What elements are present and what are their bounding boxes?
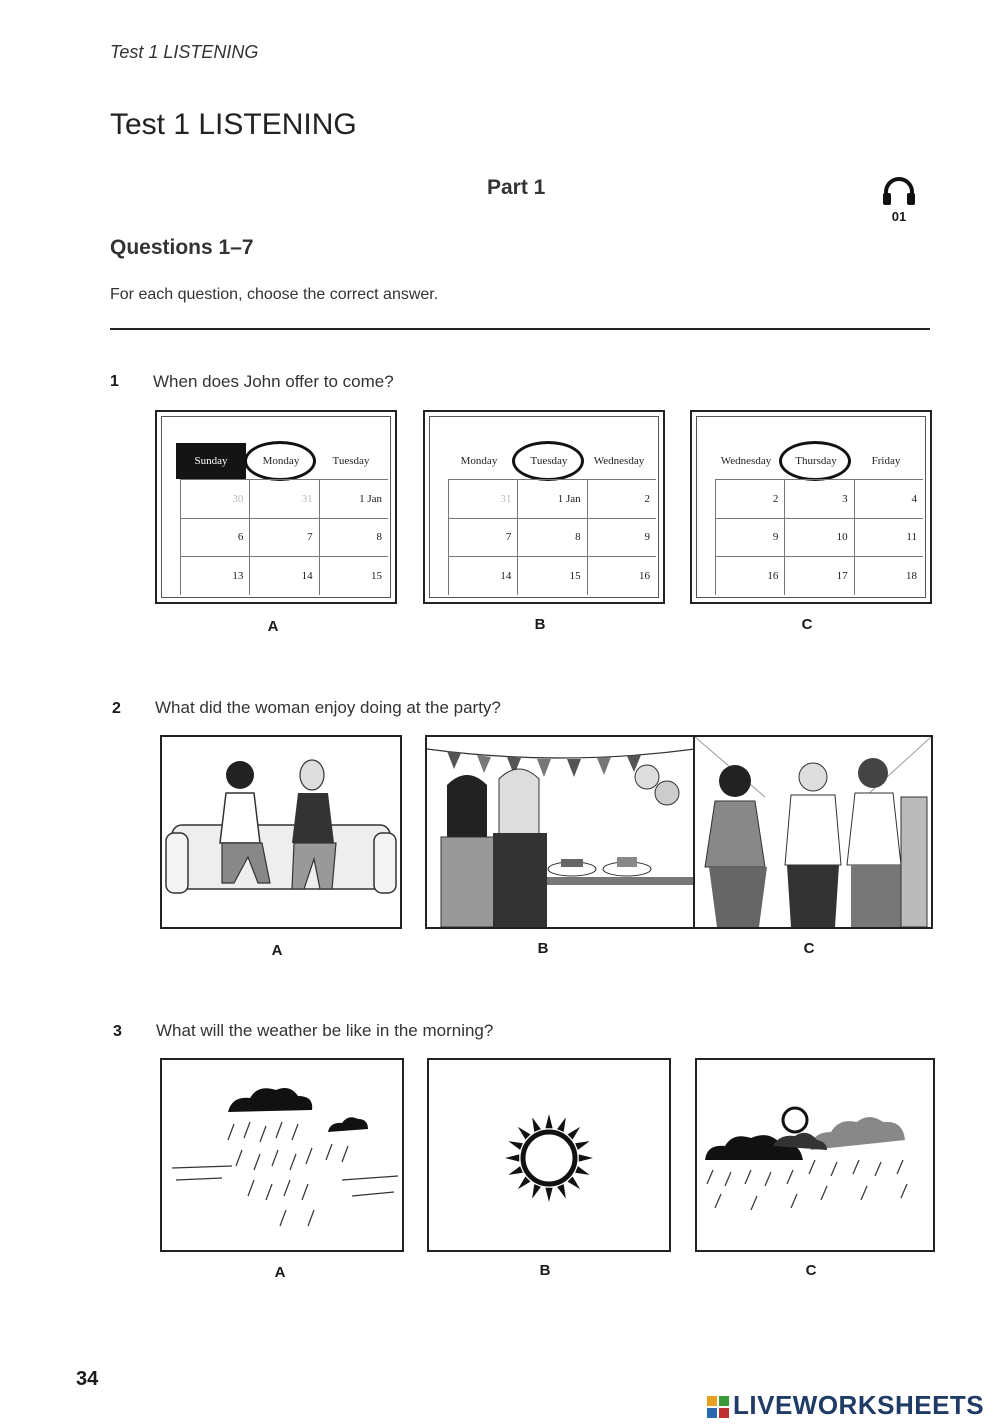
calendar-date-cell: 14 — [249, 556, 318, 595]
sun-ray — [568, 1127, 581, 1140]
calendar-day-header: Tuesday — [530, 455, 568, 467]
question-2-number: 2 — [112, 700, 121, 717]
calendar-day-header: Friday — [871, 455, 901, 467]
calendar-date-cell: 11 — [854, 518, 923, 557]
calendar-date-cell: 1 Jan — [517, 479, 586, 518]
calendar-date-cell: 16 — [587, 556, 656, 595]
sun-ray — [545, 1188, 552, 1202]
question-1-text: When does John offer to come? — [153, 372, 394, 391]
sun-ray — [557, 1184, 566, 1199]
sun-ray — [532, 1184, 541, 1199]
sun-ray — [532, 1117, 541, 1132]
question-1-option-c-label[interactable]: C — [801, 616, 813, 633]
calendar-date-cell: 2 — [715, 479, 784, 518]
question-2-option-c-picture[interactable] — [693, 735, 933, 929]
question-2-option-a-picture[interactable] — [160, 735, 402, 929]
brand-footer[interactable] — [707, 1390, 984, 1421]
calendar-date-cell: 9 — [587, 518, 656, 557]
calendar-date-cell: 30 — [180, 479, 249, 518]
liveworksheets-logo-icon — [707, 1396, 729, 1418]
calendar-date-cell: 7 — [448, 518, 517, 557]
calendar-date-cell: 9 — [715, 518, 784, 557]
calendar-page — [429, 416, 659, 598]
calendar-date-cell: 31 — [448, 479, 517, 518]
question-2-option-c-label[interactable]: C — [803, 940, 815, 957]
calendar-date-cell: 13 — [180, 556, 249, 595]
calendar-day-header: Tuesday — [332, 455, 370, 467]
question-1-option-a-label[interactable]: A — [267, 618, 279, 635]
sun-ray — [508, 1166, 523, 1175]
calendar-date-cell: 31 — [249, 479, 318, 518]
calendar-date-cell: 7 — [249, 518, 318, 557]
question-1-option-b-calendar[interactable] — [423, 410, 665, 604]
question-3-option-c-picture[interactable] — [695, 1058, 935, 1252]
question-3-option-c-label[interactable]: C — [805, 1262, 817, 1279]
question-1-option-b-label[interactable]: B — [534, 616, 546, 633]
calendar-date-cell: 8 — [319, 518, 388, 557]
question-3-text: What will the weather be like in the morning? — [156, 1021, 494, 1040]
sun-icon — [429, 1060, 669, 1250]
calendar-date-cell: 15 — [319, 556, 388, 595]
rain-and-wind-icon — [162, 1060, 402, 1250]
calendar-date-cell: 14 — [448, 556, 517, 595]
calendar-date-cell: 2 — [587, 479, 656, 518]
audio-track-number: 01 — [891, 209, 907, 224]
calendar-page — [696, 416, 926, 598]
running-head: Test 1 LISTENING — [110, 42, 259, 62]
question-3-option-b-label[interactable]: B — [539, 1262, 551, 1279]
question-3-option-a-picture[interactable] — [160, 1058, 404, 1252]
calendar-date-cell: 15 — [517, 556, 586, 595]
divider — [110, 328, 930, 330]
part-title: Part 1 — [487, 176, 546, 199]
calendar-date-cell: 8 — [517, 518, 586, 557]
calendar-day-header: Wednesday — [593, 455, 645, 467]
sun-behind-rain-clouds-icon — [697, 1060, 933, 1250]
question-2-option-a-label[interactable]: A — [271, 942, 283, 959]
sun-ray — [545, 1114, 552, 1128]
circled-day-mark — [244, 441, 316, 481]
calendar-date-cell: 10 — [784, 518, 853, 557]
sun-ray — [575, 1141, 590, 1150]
sun-ray — [508, 1141, 523, 1150]
question-1-number: 1 — [110, 373, 119, 390]
brand-name: LIVEWORKSHEETS — [733, 1390, 985, 1420]
sun-ray — [505, 1154, 519, 1161]
sun-ray — [518, 1177, 531, 1190]
calendar-day-header: Monday — [262, 455, 300, 467]
sun-ray — [518, 1127, 531, 1140]
questions-heading: Questions 1–7 — [110, 236, 254, 259]
sun-ray — [575, 1166, 590, 1175]
calendar-day-header: Sunday — [176, 443, 246, 479]
sun-ray — [568, 1177, 581, 1190]
headphones-icon — [880, 176, 918, 206]
calendar-day-header: Thursday — [795, 455, 837, 467]
page-number: 34 — [76, 1368, 99, 1390]
page-title: Test 1 LISTENING — [110, 108, 357, 141]
question-1-option-c-calendar[interactable] — [690, 410, 932, 604]
question-2-option-b-label[interactable]: B — [537, 940, 549, 957]
question-3-option-a-label[interactable]: A — [274, 1264, 286, 1281]
calendar-date-cell: 18 — [854, 556, 923, 595]
calendar-date-cell: 1 Jan — [319, 479, 388, 518]
circled-day-mark — [512, 441, 584, 481]
audio-track[interactable] — [876, 176, 922, 224]
calendar-date-cell: 6 — [180, 518, 249, 557]
calendar-date-cell: 16 — [715, 556, 784, 595]
calendar-date-cell: 17 — [784, 556, 853, 595]
question-1-option-a-calendar[interactable] — [155, 410, 397, 604]
calendar-page — [161, 416, 391, 598]
sun-ray — [579, 1154, 593, 1161]
question-3-option-b-picture[interactable] — [427, 1058, 671, 1252]
question-2-text: What did the woman enjoy doing at the party? — [155, 698, 501, 717]
calendar-date-cell: 4 — [854, 479, 923, 518]
instruction: For each question, choose the correct answer. — [110, 286, 439, 303]
question-2-option-b-picture[interactable] — [425, 735, 697, 929]
calendar-day-header: Wednesday — [720, 455, 772, 467]
circled-day-mark — [779, 441, 851, 481]
question-3-number: 3 — [113, 1023, 122, 1040]
calendar-date-cell: 3 — [784, 479, 853, 518]
sun-ray — [557, 1117, 566, 1132]
calendar-day-header: Monday — [460, 455, 498, 467]
